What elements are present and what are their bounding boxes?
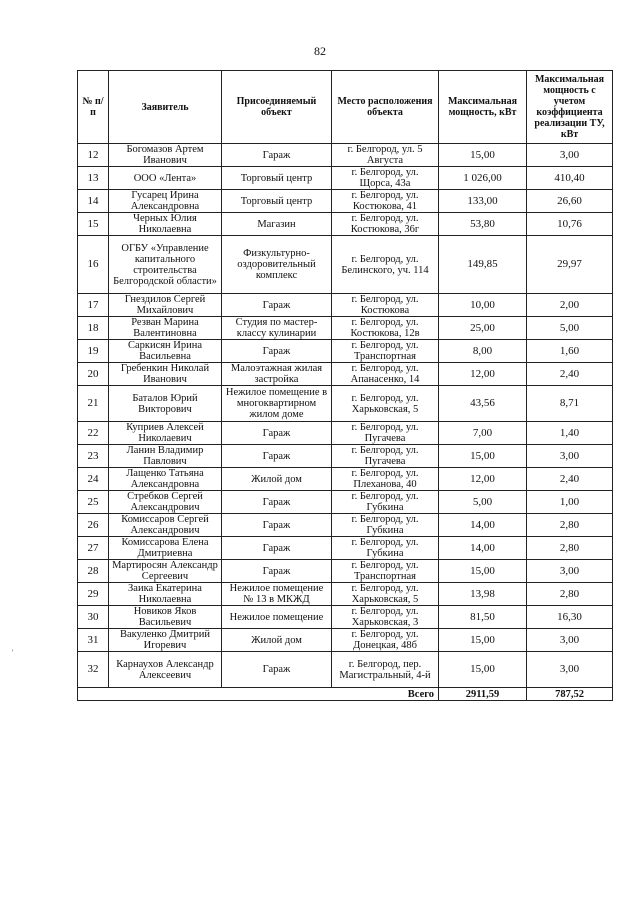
cell-num: 17 xyxy=(78,294,109,317)
cell-object: Гараж xyxy=(222,537,332,560)
cell-power-coef: 2,80 xyxy=(527,583,613,606)
cell-num: 23 xyxy=(78,445,109,468)
cell-power-coef: 2,40 xyxy=(527,363,613,386)
cell-power: 15,00 xyxy=(439,629,527,652)
cell-location: г. Белгород, ул. Харьковская, 3 xyxy=(332,606,439,629)
cell-power-coef: 3,00 xyxy=(527,629,613,652)
cell-applicant: Гребенкин Николай Иванович xyxy=(109,363,222,386)
cell-power: 15,00 xyxy=(439,144,527,167)
total-row xyxy=(78,688,613,701)
table-row xyxy=(78,560,613,583)
cell-location: г. Белгород, ул. Харьковская, 5 xyxy=(332,386,439,422)
cell-power: 14,00 xyxy=(439,514,527,537)
cell-location: г. Белгород, пер. Магистральный, 4-й xyxy=(332,652,439,688)
cell-location: г. Белгород, ул. 5 Августа xyxy=(332,144,439,167)
table-row xyxy=(78,363,613,386)
cell-object: Нежилое помещение № 13 в МКЖД xyxy=(222,583,332,606)
cell-object: Студия по мастер-классу кулинарии xyxy=(222,317,332,340)
cell-num: 21 xyxy=(78,386,109,422)
table-row xyxy=(78,514,613,537)
cell-power-coef: 1,60 xyxy=(527,340,613,363)
cell-num: 22 xyxy=(78,422,109,445)
cell-location: г. Белгород, ул. Губкина xyxy=(332,537,439,560)
cell-power-coef: 1,00 xyxy=(527,491,613,514)
cell-applicant: Комиссарова Елена Дмитриевна xyxy=(109,537,222,560)
cell-applicant: Баталов Юрий Викторович xyxy=(109,386,222,422)
table-row xyxy=(78,386,613,422)
cell-power-coef: 2,40 xyxy=(527,468,613,491)
cell-location: г. Белгород, ул. Щорса, 43а xyxy=(332,167,439,190)
table-row xyxy=(78,583,613,606)
cell-applicant: ОГБУ «Управление капитального строительства Белгородской области» xyxy=(109,236,222,294)
table-row xyxy=(78,491,613,514)
cell-power: 13,98 xyxy=(439,583,527,606)
header-location: Место расположения объекта xyxy=(332,71,439,144)
cell-power: 1 026,00 xyxy=(439,167,527,190)
scan-mark: ' xyxy=(12,648,14,657)
header-object: Присоединяемый объект xyxy=(222,71,332,144)
cell-power-coef: 3,00 xyxy=(527,560,613,583)
total-label: Всего xyxy=(78,688,439,701)
cell-num: 27 xyxy=(78,537,109,560)
cell-location: г. Белгород, ул. Губкина xyxy=(332,514,439,537)
cell-applicant: Гусарец Ирина Александровна xyxy=(109,190,222,213)
cell-power: 7,00 xyxy=(439,422,527,445)
table-row xyxy=(78,294,613,317)
cell-location: г. Белгород, ул. Харьковская, 5 xyxy=(332,583,439,606)
cell-power: 10,00 xyxy=(439,294,527,317)
cell-applicant: Гнездилов Сергей Михайлович xyxy=(109,294,222,317)
cell-location: г. Белгород, ул. Костюкова xyxy=(332,294,439,317)
cell-object: Малоэтажная жилая застройка xyxy=(222,363,332,386)
cell-applicant: ООО «Лента» xyxy=(109,167,222,190)
cell-num: 24 xyxy=(78,468,109,491)
cell-object: Гараж xyxy=(222,294,332,317)
cell-location: г. Белгород, ул. Костюкова, 12в xyxy=(332,317,439,340)
cell-power: 15,00 xyxy=(439,445,527,468)
cell-location: г. Белгород, ул. Костюкова, 41 xyxy=(332,190,439,213)
table-row xyxy=(78,629,613,652)
cell-num: 19 xyxy=(78,340,109,363)
cell-object: Жилой дом xyxy=(222,629,332,652)
cell-object: Торговый центр xyxy=(222,190,332,213)
total-power: 2911,59 xyxy=(439,688,527,701)
cell-power: 8,00 xyxy=(439,340,527,363)
cell-power-coef: 26,60 xyxy=(527,190,613,213)
cell-power-coef: 16,30 xyxy=(527,606,613,629)
cell-object: Нежилое помещение в многоквартирном жилом доме xyxy=(222,386,332,422)
cell-object: Физкультурно-оздоровительный комплекс xyxy=(222,236,332,294)
cell-power: 81,50 xyxy=(439,606,527,629)
header-applicant: Заявитель xyxy=(109,71,222,144)
header-num: № п/п xyxy=(78,71,109,144)
cell-applicant: Новиков Яков Васильевич xyxy=(109,606,222,629)
cell-location: г. Белгород, ул. Пугачева xyxy=(332,422,439,445)
cell-num: 15 xyxy=(78,213,109,236)
header-max-power: Максимальная мощность, кВт xyxy=(439,71,527,144)
cell-num: 31 xyxy=(78,629,109,652)
cell-power-coef: 10,76 xyxy=(527,213,613,236)
cell-num: 12 xyxy=(78,144,109,167)
cell-power: 149,85 xyxy=(439,236,527,294)
cell-power-coef: 1,40 xyxy=(527,422,613,445)
cell-power: 15,00 xyxy=(439,560,527,583)
cell-power-coef: 2,80 xyxy=(527,537,613,560)
cell-location: г. Белгород, ул. Донецкая, 48б xyxy=(332,629,439,652)
cell-power-coef: 2,00 xyxy=(527,294,613,317)
cell-applicant: Заика Екатерина Николаевна xyxy=(109,583,222,606)
cell-applicant: Комиссаров Сергей Александрович xyxy=(109,514,222,537)
cell-num: 28 xyxy=(78,560,109,583)
cell-power-coef: 3,00 xyxy=(527,652,613,688)
cell-location: г. Белгород, ул. Транспортная xyxy=(332,340,439,363)
cell-power-coef: 29,97 xyxy=(527,236,613,294)
cell-num: 18 xyxy=(78,317,109,340)
cell-applicant: Резван Марина Валентиновна xyxy=(109,317,222,340)
cell-object: Жилой дом xyxy=(222,468,332,491)
cell-num: 32 xyxy=(78,652,109,688)
cell-object: Гараж xyxy=(222,514,332,537)
cell-power-coef: 5,00 xyxy=(527,317,613,340)
cell-power-coef: 410,40 xyxy=(527,167,613,190)
cell-applicant: Вакуленко Дмитрий Игоревич xyxy=(109,629,222,652)
table-row xyxy=(78,340,613,363)
cell-location: г. Белгород, ул. Губкина xyxy=(332,491,439,514)
cell-object: Гараж xyxy=(222,445,332,468)
cell-applicant: Черных Юлия Николаевна xyxy=(109,213,222,236)
cell-power-coef: 3,00 xyxy=(527,445,613,468)
cell-applicant: Богомазов Артем Иванович xyxy=(109,144,222,167)
cell-location: г. Белгород, ул. Белинского, уч. 114 xyxy=(332,236,439,294)
cell-location: г. Белгород, ул. Костюкова, 36г xyxy=(332,213,439,236)
cell-location: г. Белгород, ул. Транспортная xyxy=(332,560,439,583)
table-row xyxy=(78,167,613,190)
cell-num: 25 xyxy=(78,491,109,514)
connections-table xyxy=(77,70,613,701)
cell-num: 14 xyxy=(78,190,109,213)
table-body xyxy=(78,144,613,688)
cell-power: 43,56 xyxy=(439,386,527,422)
table-row xyxy=(78,445,613,468)
cell-object: Гараж xyxy=(222,144,332,167)
table-row xyxy=(78,422,613,445)
table-row xyxy=(78,317,613,340)
cell-num: 30 xyxy=(78,606,109,629)
cell-object: Нежилое помещение xyxy=(222,606,332,629)
table-row xyxy=(78,190,613,213)
table-row xyxy=(78,236,613,294)
table-row xyxy=(78,468,613,491)
cell-num: 16 xyxy=(78,236,109,294)
cell-applicant: Саркисян Ирина Васильевна xyxy=(109,340,222,363)
cell-location: г. Белгород, ул. Плеханова, 40 xyxy=(332,468,439,491)
cell-location: г. Белгород, ул. Пугачева xyxy=(332,445,439,468)
cell-power: 12,00 xyxy=(439,468,527,491)
cell-num: 20 xyxy=(78,363,109,386)
table-header-row xyxy=(78,71,613,144)
cell-power: 14,00 xyxy=(439,537,527,560)
cell-applicant: Карнаухов Александр Алексеевич xyxy=(109,652,222,688)
cell-power: 5,00 xyxy=(439,491,527,514)
cell-num: 29 xyxy=(78,583,109,606)
cell-applicant: Стребков Сергей Александрович xyxy=(109,491,222,514)
cell-applicant: Ланин Владимир Павлович xyxy=(109,445,222,468)
cell-power: 133,00 xyxy=(439,190,527,213)
cell-power-coef: 2,80 xyxy=(527,514,613,537)
table-row xyxy=(78,606,613,629)
table-row xyxy=(78,213,613,236)
cell-applicant: Куприев Алексей Николаевич xyxy=(109,422,222,445)
page-number: 82 xyxy=(314,44,326,58)
total-power-coef: 787,52 xyxy=(527,688,613,701)
cell-power: 12,00 xyxy=(439,363,527,386)
cell-applicant: Лащенко Татьяна Александровна xyxy=(109,468,222,491)
cell-object: Гараж xyxy=(222,560,332,583)
cell-applicant: Мартиросян Александр Сергеевич xyxy=(109,560,222,583)
cell-object: Магазин xyxy=(222,213,332,236)
cell-num: 13 xyxy=(78,167,109,190)
cell-object: Гараж xyxy=(222,652,332,688)
cell-num: 26 xyxy=(78,514,109,537)
cell-power: 25,00 xyxy=(439,317,527,340)
header-max-power-coef: Максимальная мощность с учетом коэффициента реализации ТУ, кВт xyxy=(527,71,613,144)
cell-object: Торговый центр xyxy=(222,167,332,190)
cell-location: г. Белгород, ул. Апанасенко, 14 xyxy=(332,363,439,386)
cell-object: Гараж xyxy=(222,491,332,514)
cell-power-coef: 3,00 xyxy=(527,144,613,167)
cell-object: Гараж xyxy=(222,422,332,445)
table-row xyxy=(78,144,613,167)
cell-power: 53,80 xyxy=(439,213,527,236)
cell-power-coef: 8,71 xyxy=(527,386,613,422)
cell-object: Гараж xyxy=(222,340,332,363)
cell-power: 15,00 xyxy=(439,652,527,688)
table-row xyxy=(78,652,613,688)
table-row xyxy=(78,537,613,560)
